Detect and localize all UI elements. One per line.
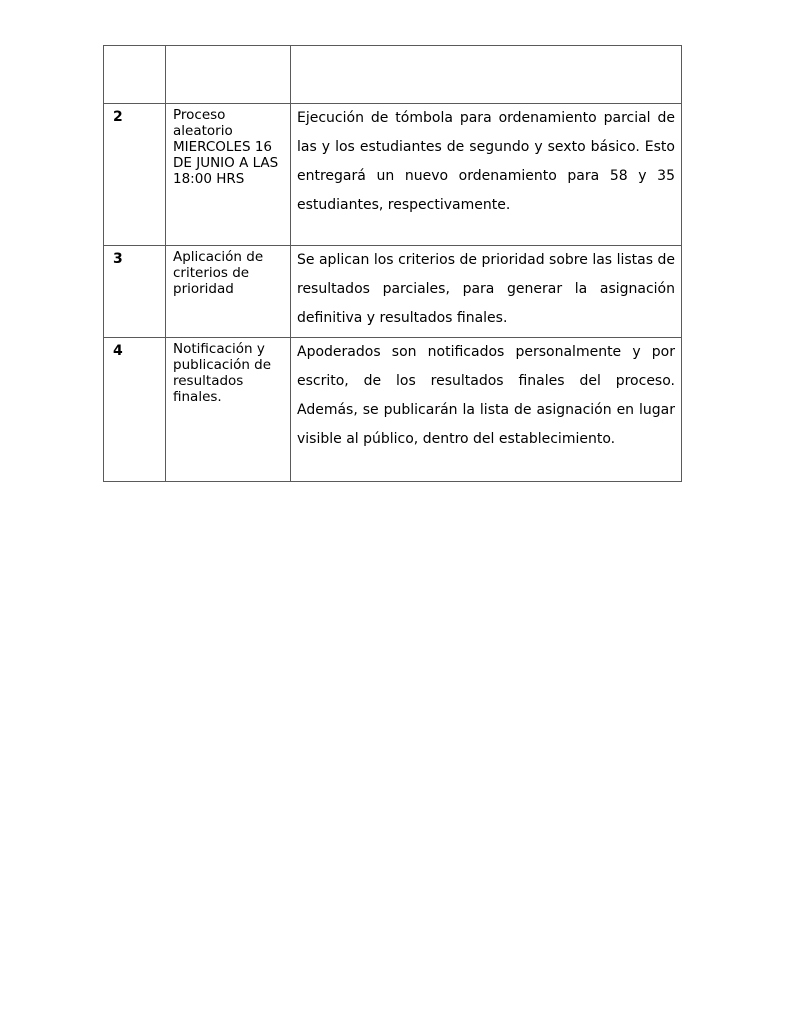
stage-description: Se aplican los criterios de prioridad sobre las listas de resultados parciales, para generar la asignación definitiva y resultados finales.	[291, 246, 682, 338]
stage-name: Proceso aleatorio MIERCOLES 16 DE JUNIO A LAS 18:00 HRS	[166, 104, 291, 246]
row-number: 3	[104, 246, 166, 338]
table-row	[104, 104, 682, 246]
table-row	[104, 46, 682, 104]
stage-name: Notificación y publicación de resultados finales.	[166, 338, 291, 482]
process-table	[103, 45, 682, 482]
stage-name: Aplicación de criterios de prioridad	[166, 246, 291, 338]
row-number: 4	[104, 338, 166, 482]
stage-name	[166, 46, 291, 104]
table-row	[104, 246, 682, 338]
row-number	[104, 46, 166, 104]
stage-description: Apoderados son notificados personalmente y por escrito, de los resultados finales del proceso. Además, se publicarán la lista de asignación en lugar visible al público, dentro del establecimiento.	[291, 338, 682, 482]
stage-description	[291, 46, 682, 104]
stage-description: Ejecución de tómbola para ordenamiento parcial de las y los estudiantes de segundo y sexto básico. Esto entregará un nuevo ordenamiento para 58 y 35 estudiantes, respectivamente.	[291, 104, 682, 246]
table-row	[104, 338, 682, 482]
row-number: 2	[104, 104, 166, 246]
